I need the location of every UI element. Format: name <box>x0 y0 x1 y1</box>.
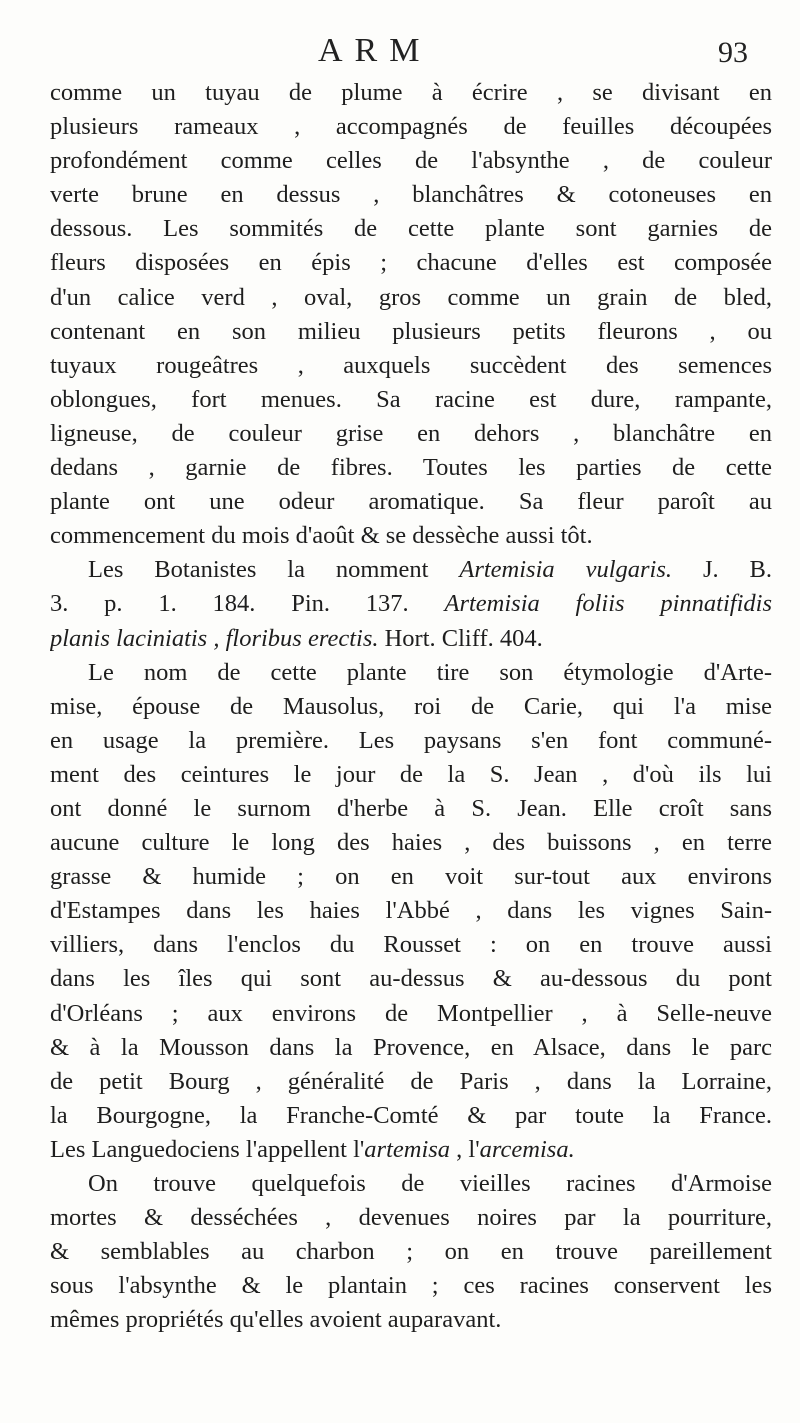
text-line: & à la Mousson dans la Provence, en Alsace, dans le parc <box>50 1033 772 1061</box>
text-run: Hort. Cliff. 404. <box>378 624 543 652</box>
text-line: mêmes propriétés qu'elles avoient auparavant. <box>50 1306 502 1334</box>
text-line: mise, épouse de Mausolus, roi de Carie, qui l'a mise <box>50 692 772 720</box>
page-number: 93 <box>718 36 748 69</box>
text-line: profondément comme celles de l'absynthe , de couleur <box>50 147 772 175</box>
text-line: fleurs disposées en épis ; chacune d'elles est composée <box>50 249 772 277</box>
text-line: d'Estampes dans les haies l'Abbé , dans les vignes Sain- <box>50 897 772 925</box>
text-line: & semblables au charbon ; on en trouve pareillement <box>50 1238 772 1266</box>
text-line: tuyaux rougeâtres , auxquels succèdent des semences <box>50 351 772 379</box>
text-block <box>50 76 772 1337</box>
text-line: plante ont une odeur aromatique. Sa fleur paroît au <box>50 488 772 516</box>
text-line: Le nom de cette plante tire son étymologie d'Arte- <box>88 658 772 686</box>
text-line <box>50 553 772 587</box>
text-line: de petit Bourg , généralité de Paris , dans la Lorraine, <box>50 1067 772 1095</box>
text-line: ont donné le surnom d'herbe à S. Jean. Elle croît sans <box>50 794 772 822</box>
text-line: verte brune en dessus , blanchâtres & cotoneuses en <box>50 181 772 209</box>
text-line: contenant en son milieu plusieurs petits fleurons , ou <box>50 317 772 345</box>
text-line <box>50 622 772 656</box>
text-line: la Bourgogne, la Franche-Comté & par toute la France. <box>50 1101 772 1129</box>
text-run: 3. p. 1. 184. Pin. 137. <box>50 590 445 618</box>
page-header <box>0 32 800 72</box>
text-line: comme un tuyau de plume à écrire , se divisant en <box>50 79 772 106</box>
running-head: ARM <box>318 32 432 69</box>
text-line: d'un calice verd , oval, gros comme un grain de bled, <box>50 283 772 311</box>
text-line <box>50 587 772 621</box>
text-run: Les Botanistes la nomment <box>88 556 460 584</box>
italic-run: Artemisia vulgaris. <box>459 556 673 584</box>
text-line: commencement du mois d'août & se dessèche aussi tôt. <box>50 522 593 550</box>
text-line: villiers, dans l'enclos du Rousset : on en trouve aussi <box>50 931 772 959</box>
text-line: plusieurs rameaux , accompagnés de feuilles découpées <box>50 113 772 141</box>
text-line: ment des ceintures le jour de la S. Jean , d'où ils lui <box>50 760 772 788</box>
text-line: aucune culture le long des haies , des buissons , en terre <box>50 829 772 857</box>
text-line: d'Orléans ; aux environs de Montpellier , à Selle-neuve <box>50 999 772 1027</box>
text-line: dans les îles qui sont au-dessus & au-dessous du pont <box>50 965 772 993</box>
text-line: On trouve quelquefois de vieilles racines d'Armoise <box>88 1170 772 1197</box>
text-line: mortes & desséchées , devenues noires par la pourriture, <box>50 1204 772 1232</box>
text-line: en usage la première. Les paysans s'en font communé- <box>50 726 772 754</box>
text-line: dessous. Les sommités de cette plante sont garnies de <box>50 215 772 243</box>
text-line <box>50 1133 772 1167</box>
text-line: ligneuse, de couleur grise en dehors , blanchâtre en <box>50 419 772 447</box>
text-line: grasse & humide ; on en voit sur-tout aux environs <box>50 863 772 891</box>
italic-run: planis laciniatis , floribus erectis. <box>50 624 379 652</box>
text-line: sous l'absynthe & le plantain ; ces racines conservent les <box>50 1272 772 1300</box>
text-line: dedans , garnie de fibres. Toutes les parties de cette <box>50 454 772 482</box>
italic-run: Artemisia foliis pinnatifidis <box>444 590 772 618</box>
text-run: J. B. <box>672 556 772 584</box>
italic-run: arcemisa. <box>479 1135 575 1163</box>
text-run: Les Languedociens l'appellent l' <box>50 1135 365 1163</box>
text-line: oblongues, fort menues. Sa racine est dure, rampante, <box>50 385 772 413</box>
text-run: , l' <box>450 1135 480 1163</box>
italic-run: artemisa <box>364 1135 451 1163</box>
